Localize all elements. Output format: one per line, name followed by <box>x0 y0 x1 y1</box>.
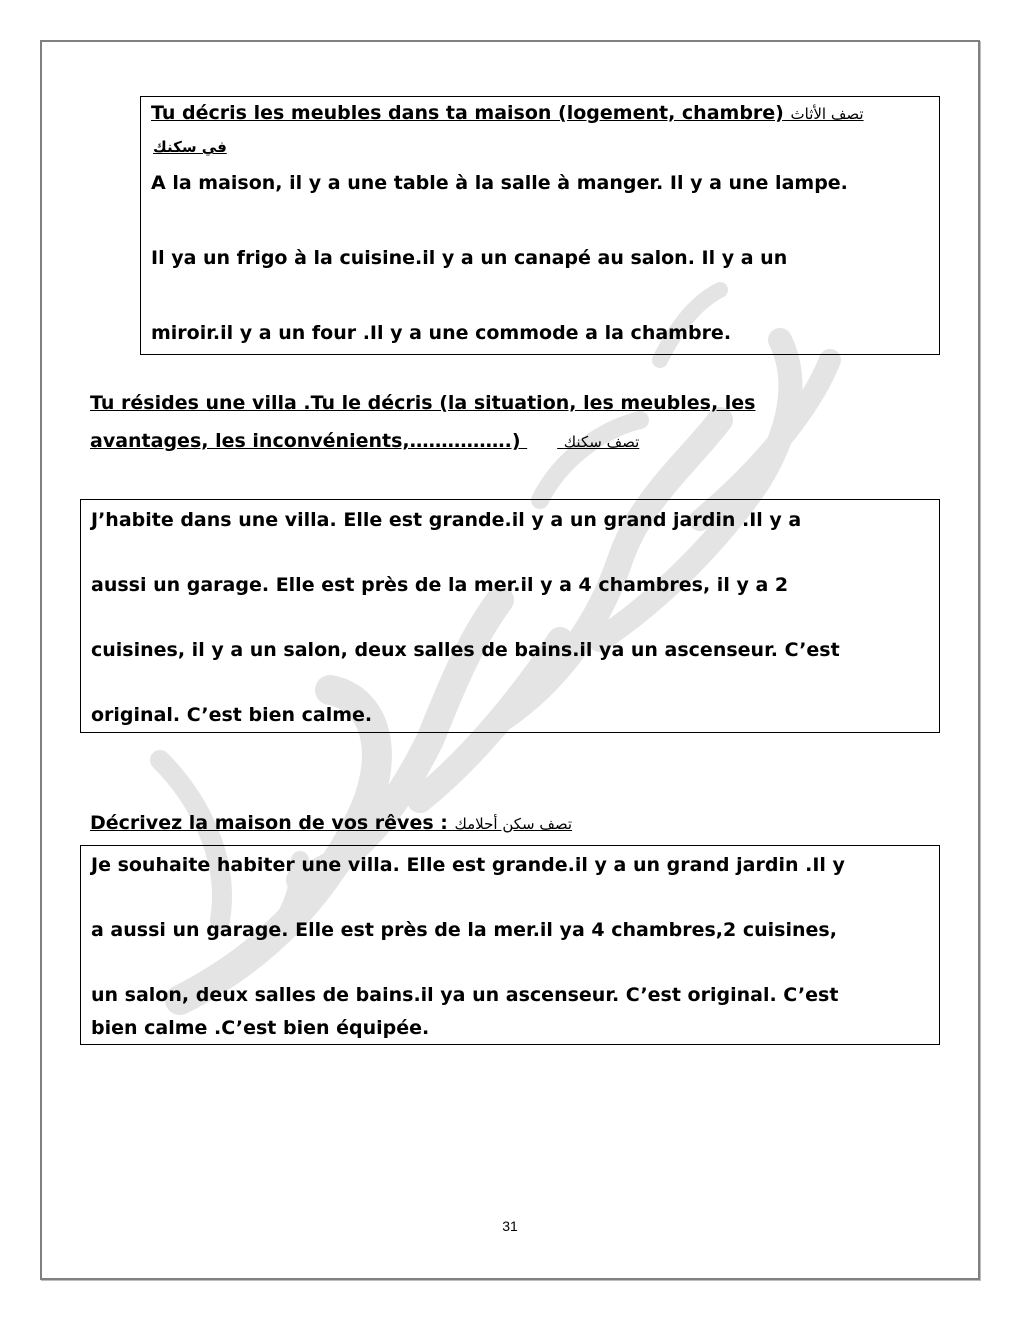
section1-heading-fr: Tu décris les meubles dans ta maison (logement, chambre) <box>151 102 784 124</box>
section2-heading-fr: avantages, les inconvénients,…………….) <box>90 430 521 452</box>
section1-line-2: Il ya un frigo à la cuisine.il y a un canapé au salon. Il y a un <box>151 247 788 269</box>
section1-heading <box>151 101 864 127</box>
section3-line-2: a aussi un garage. Elle est près de la mer.il ya 4 chambres,2 cuisines, <box>91 919 837 941</box>
section2-heading-ar: تصف سكنك <box>563 433 640 451</box>
section1-box <box>140 96 940 355</box>
section3-heading <box>90 812 572 834</box>
section2-line-1: J’habite dans une villa. Elle est grande.il y a un grand jardin .Il y a <box>91 509 802 531</box>
section2-heading-line2 <box>90 430 639 452</box>
section2-line-4: original. C’est bien calme. <box>91 704 373 726</box>
section1-line-3: miroir.il y a un four .Il y a une commode a la chambre. <box>151 322 732 344</box>
section3-heading-fr: Décrivez la maison de vos rêves : <box>90 812 448 834</box>
section1-line-1: A la maison, il y a une table à la salle à manger. Il y a une lampe. <box>151 172 848 194</box>
section2-line-3: cuisines, il y a un salon, deux salles de bains.il ya un ascenseur. C’est <box>91 639 840 661</box>
section2-line-2: aussi un garage. Elle est près de la mer.il y a 4 chambres, il y a 2 <box>91 574 789 596</box>
section3-box <box>80 845 940 1045</box>
page-number: 31 <box>502 1218 518 1234</box>
section2-heading-line1: Tu résides une villa .Tu le décris (la situation, les meubles, les <box>90 392 756 414</box>
section1-heading-ar-2: في سكنك <box>153 138 227 156</box>
section3-line-1: Je souhaite habiter une villa. Elle est grande.il y a un grand jardin .Il y <box>91 854 845 876</box>
section3-line-3: un salon, deux salles de bains.il ya un ascenseur. C’est original. C’est <box>91 984 839 1006</box>
section3-heading-ar: تصف سكن أحلامك <box>454 815 573 833</box>
section1-heading-ar: تصف الأثاث <box>790 105 864 123</box>
section3-line-4: bien calme .C’est bien équipée. <box>91 1017 430 1039</box>
section2-box <box>80 499 940 733</box>
